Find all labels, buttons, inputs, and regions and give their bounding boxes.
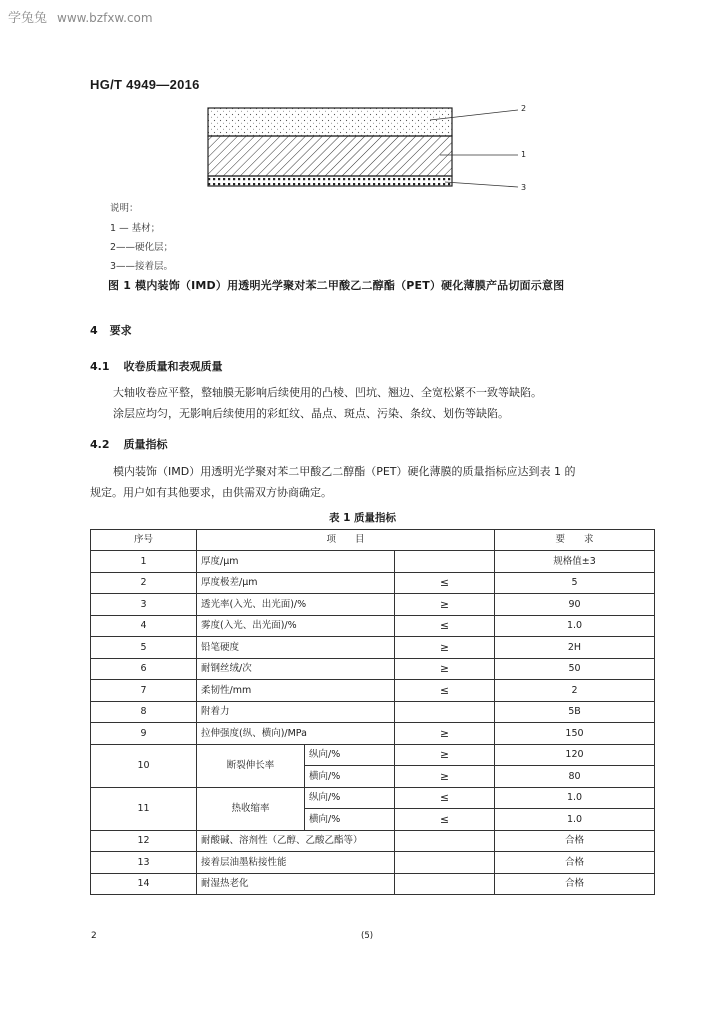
page-number: 2 (91, 931, 97, 941)
row-requirement: 规格值±3 (495, 551, 655, 573)
table-row (91, 830, 655, 852)
watermark-url: www.bzfxw.com (57, 11, 153, 25)
table-row (91, 787, 655, 809)
row-requirement: 2 (495, 680, 655, 702)
table-row (91, 594, 655, 616)
row-item: 接着层油墨粘接性能 (197, 852, 395, 874)
paragraph-line: 规定。用户如有其他要求，由供需双方协商确定。 (90, 486, 332, 499)
row-item: 耐酸碱、溶剂性（乙醇、乙酸乙酯等） (197, 830, 395, 852)
row-operator: ≥ (395, 723, 495, 745)
row-item: 厚度/μm (197, 551, 395, 573)
row-operator: ≤ (395, 809, 495, 831)
row-item: 耐钢丝绒/次 (197, 658, 395, 680)
row-number: 8 (91, 701, 197, 723)
row-requirement: 50 (495, 658, 655, 680)
row-item: 铅笔硬度 (197, 637, 395, 659)
table-row (91, 551, 655, 573)
row-requirement: 2H (495, 637, 655, 659)
header-cell: 项 目 (197, 530, 495, 551)
row-number: 4 (91, 615, 197, 637)
row-subitem: 横向/% (305, 766, 395, 788)
row-number: 5 (91, 637, 197, 659)
row-item: 耐湿热老化 (197, 873, 395, 895)
row-requirement: 5B (495, 701, 655, 723)
row-requirement: 90 (495, 594, 655, 616)
quality-index-table (90, 529, 655, 895)
row-requirement: 5 (495, 572, 655, 594)
table-header-row (91, 530, 655, 551)
callout-3: 3 (521, 183, 527, 192)
legend-item: 2——硬化层； (110, 242, 174, 253)
legend-item: 3——接着层。 (110, 261, 174, 272)
row-requirement: 1.0 (495, 787, 655, 809)
row-subitem: 纵向/% (305, 744, 395, 766)
layer-hardcoat (208, 108, 452, 136)
header-cell: 要 求 (495, 530, 655, 551)
row-operator: ≥ (395, 594, 495, 616)
table-row (91, 744, 655, 766)
row-item: 雾度(入光、出光面)/% (197, 615, 395, 637)
row-item: 厚度极差/μm (197, 572, 395, 594)
section-4-2-heading (90, 436, 168, 452)
row-requirement: 80 (495, 766, 655, 788)
paragraph-line: 涂层应均匀，无影响后续使用的彩虹纹、晶点、斑点、污染、条纹、划伤等缺陷。 (113, 407, 509, 420)
row-operator (395, 701, 495, 723)
table-row (91, 723, 655, 745)
section-4-heading (90, 322, 132, 338)
row-number: 11 (91, 787, 197, 830)
row-number: 10 (91, 744, 197, 787)
section-number: 4.1 (90, 360, 110, 373)
row-item: 断裂伸长率 (197, 744, 305, 787)
legend-title: 说明： (110, 203, 139, 214)
row-operator (395, 551, 495, 573)
section-title: 收卷质量和表观质量 (123, 360, 223, 373)
row-number: 13 (91, 852, 197, 874)
row-number: 6 (91, 658, 197, 680)
table-row (91, 701, 655, 723)
standard-code: HG/T 4949—2016 (90, 77, 200, 92)
row-operator: ≤ (395, 680, 495, 702)
row-number: 9 (91, 723, 197, 745)
table-row (91, 852, 655, 874)
table-row (91, 658, 655, 680)
row-subitem: 横向/% (305, 809, 395, 831)
row-number: 1 (91, 551, 197, 573)
row-item: 热收缩率 (197, 787, 305, 830)
row-requirement: 合格 (495, 830, 655, 852)
row-operator: ≥ (395, 766, 495, 788)
row-operator: ≥ (395, 744, 495, 766)
row-subitem: 纵向/% (305, 787, 395, 809)
callout-2: 2 (521, 104, 527, 113)
layer-substrate (208, 136, 452, 176)
paragraph-line: 模内装饰（IMD）用透明光学聚对苯二甲酸乙二醇酯（PET）硬化薄膜的质量指标应达到表 1 的 (113, 465, 576, 478)
row-operator: ≥ (395, 637, 495, 659)
layer-adhesive (208, 176, 452, 186)
section-4-1-heading (90, 358, 223, 374)
section-number: 4.2 (90, 438, 110, 451)
table-caption: 表 1 质量指标 (328, 512, 397, 524)
row-requirement: 120 (495, 744, 655, 766)
table-row (91, 680, 655, 702)
paragraph-line: 大轴收卷应平整，整轴膜无影响后续使用的凸棱、凹坑、翘边、全宽松紧不一致等缺陷。 (113, 386, 542, 399)
row-requirement: 1.0 (495, 809, 655, 831)
section-number: 4 (90, 324, 98, 337)
row-requirement: 合格 (495, 852, 655, 874)
table-row (91, 572, 655, 594)
row-operator (395, 873, 495, 895)
row-number: 14 (91, 873, 197, 895)
table-row (91, 615, 655, 637)
print-sheet-number: (5) (361, 931, 374, 941)
row-number: 12 (91, 830, 197, 852)
callout-1: 1 (521, 150, 527, 159)
row-item: 拉伸强度(纵、横向)/MPa (197, 723, 395, 745)
section-title: 质量指标 (123, 438, 168, 451)
row-item: 柔韧性/mm (197, 680, 395, 702)
row-operator: ≤ (395, 572, 495, 594)
row-operator: ≥ (395, 658, 495, 680)
section-title: 要求 (109, 324, 132, 337)
watermark-site: 学兔兔 (8, 11, 48, 26)
row-number: 3 (91, 594, 197, 616)
row-item: 附着力 (197, 701, 395, 723)
figure-caption: 图 1 模内装饰（IMD）用透明光学聚对苯二甲酸乙二醇酯（PET）硬化薄膜产品切面示意图 (108, 279, 565, 292)
row-item: 透光率(入光、出光面)/% (197, 594, 395, 616)
legend-item: 1 — 基材； (110, 223, 161, 234)
row-requirement: 合格 (495, 873, 655, 895)
table-row (91, 873, 655, 895)
header-cell: 序号 (91, 530, 197, 551)
row-operator (395, 830, 495, 852)
row-operator: ≤ (395, 787, 495, 809)
row-number: 2 (91, 572, 197, 594)
row-number: 7 (91, 680, 197, 702)
row-operator (395, 852, 495, 874)
row-requirement: 150 (495, 723, 655, 745)
cross-section-diagram (207, 107, 453, 187)
row-requirement: 1.0 (495, 615, 655, 637)
table-row (91, 637, 655, 659)
watermark (8, 7, 153, 26)
callout-leaders (420, 100, 530, 200)
row-operator: ≤ (395, 615, 495, 637)
